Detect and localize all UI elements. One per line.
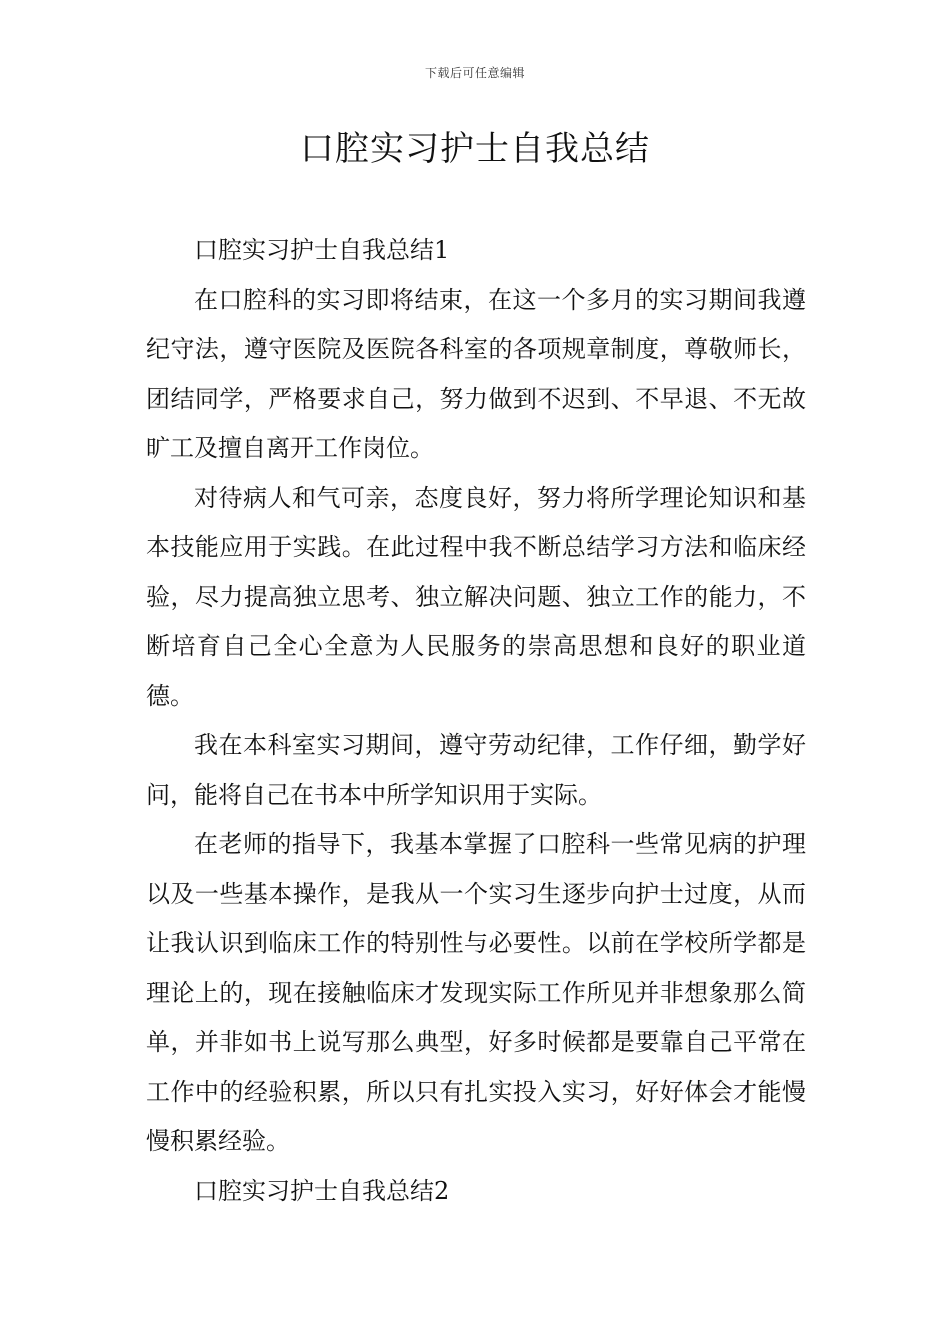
paragraph-3: 我在本科室实习期间，遵守劳动纪律，工作仔细，勤学好问，能将自己在书本中所学知识用于实际。	[146, 731, 806, 809]
section-heading-1: 口腔实习护士自我总结1	[194, 236, 450, 264]
document-body	[146, 226, 806, 1216]
page-title: 口腔实习护士自我总结	[300, 129, 650, 169]
paragraph-2: 对待病人和气可亲，态度良好，努力将所学理论知识和基本技能应用于实践。在此过程中我不断总结学习方法和临床经验，尽力提高独立思考、独立解决问题、独立工作的能力，不断培育自己全心全意为人民服务的崇高思想和良好的职业道德。	[146, 483, 806, 710]
header-note: 下载后可任意编辑	[424, 66, 525, 80]
paragraph-1: 在口腔科的实习即将结束，在这一个多月的实习期间我遵纪守法，遵守医院及医院各科室的各项规章制度，尊敬师长，团结同学，严格要求自己，努力做到不迟到、不早退、不无故旷工及擅自离开工作岗位。	[146, 285, 806, 462]
paragraph-4: 在老师的指导下，我基本掌握了口腔科一些常见病的护理以及一些基本操作，是我从一个实习生逐步向护士过度，从而让我认识到临床工作的特别性与必要性。以前在学校所学都是理论上的，现在接触临床才发现实际工作所见并非想象那么简单，并非如书上说写那么典型，好多时候都是要靠自己平常在工作中的经验积累，所以只有扎实投入实习，好好体会才能慢慢积累经验。	[146, 830, 806, 1155]
section-heading-2: 口腔实习护士自我总结2	[194, 1176, 450, 1205]
